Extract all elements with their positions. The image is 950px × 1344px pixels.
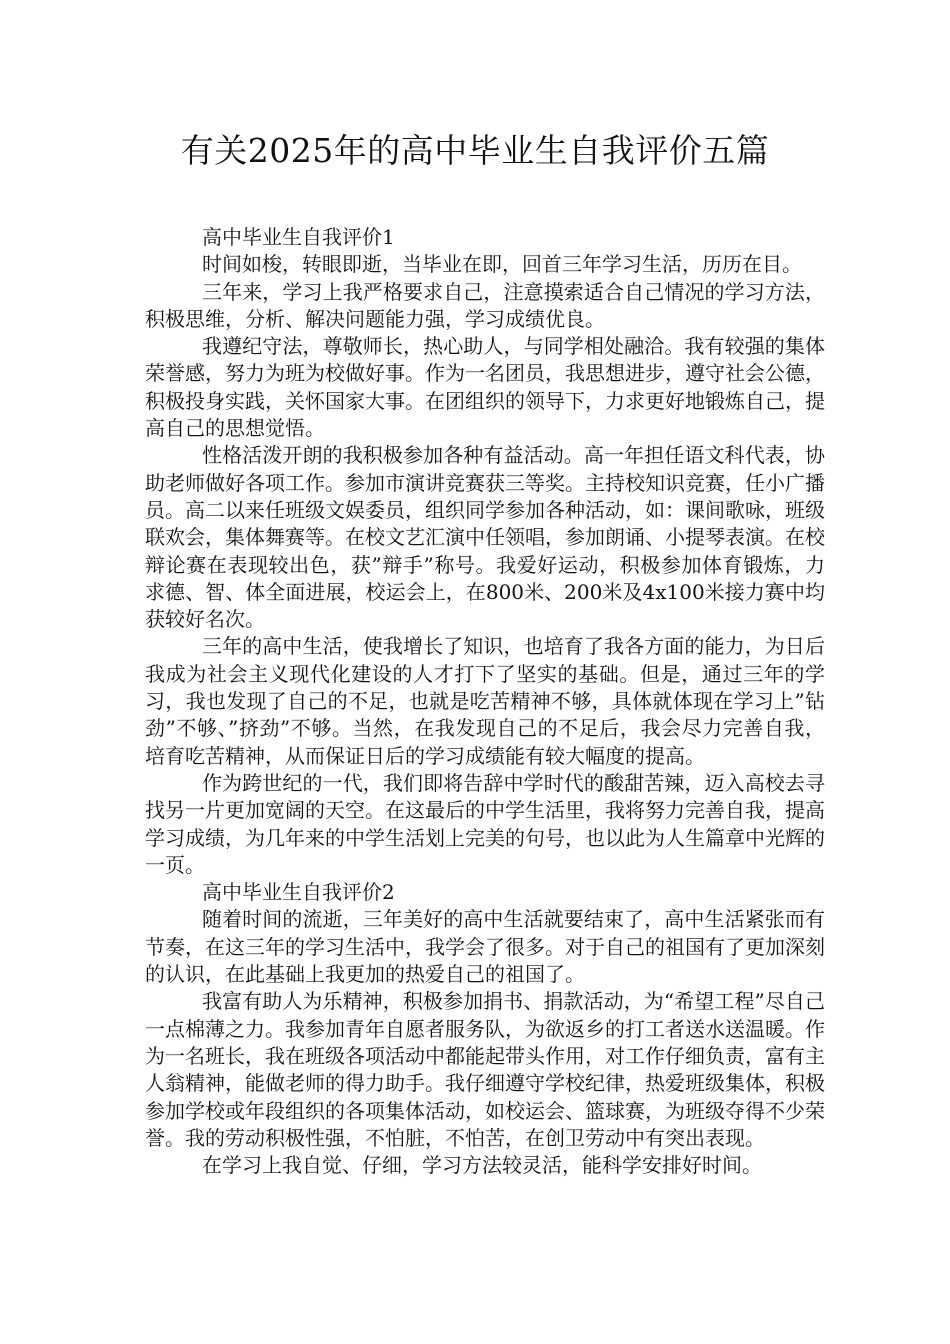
paragraph: 三年的高中生活，使我增长了知识，也培育了我各方面的能力，为日后我成为社会主义现代化建设的人才打下了坚实的基础。但是，通过三年的学习，我也发现了自己的不足，也就是吃苦精神不够，具体就体现在学习上”钻劲”不够、”挤劲”不够。当然，在我发现自己的不足后，我会尽力完善自我，培育吃苦精神，从而保证日后的学习成绩能有较大幅度的提高。 [145, 634, 825, 768]
section-heading: 高中毕业生自我评价2 [202, 880, 395, 905]
paragraph: 我遵纪守法，尊敬师长，热心助人，与同学相处融洽。我有较强的集体荣誉感，努力为班为校做好事。作为一名团员，我思想进步，遵守社会公德，积极投身实践，关怀国家大事。在团组织的领导下，力求更好地锻炼自己，提高自己的思想觉悟。 [145, 334, 825, 441]
paragraph: 我富有助人为乐精神，积极参加捐书、捐款活动，为“希望工程”尽自己一点棉薄之力。我参加青年自愿者服务队，为欲返乡的打工者送水送温暖。作为一名班长，我在班级各项活动中都能起带头作用，对工作仔细负责，富有主人翁精神，能做老师的得力助手。我仔细遵守学校纪律，热爱班级集体，积极参加学校或年段组织的各项集体活动，如校运会、篮球赛，为班级夺得不少荣誉。我的劳动积极性强，不怕脏，不怕苦，在创卫劳动中有突出表现。 [145, 989, 825, 1150]
paragraph: 三年来，学习上我严格要求自己，注意摸索适合自己情况的学习方法，积极思维，分析、解决问题能力强，学习成绩优良。 [145, 279, 825, 331]
document-body [145, 224, 825, 1179]
document-title: 有关2025年的高中毕业生自我评价五篇 [180, 131, 770, 170]
paragraph: 在学习上我自觉、仔细，学习方法较灵活，能科学安排好时间。 [202, 1153, 762, 1178]
paragraph: 性格活泼开朗的我积极参加各种有益活动。高一年担任语文科代表，协助老师做好各项工作。参加市演讲竞赛获三等奖。主持校知识竞赛，任小广播员。高二以来任班级文娱委员，组织同学参加各种活动，如：课间歌咏，班级联欢会，集体舞赛等。在校文艺汇演中任领唱，参加朗诵、小提琴表演。在校辩论赛在表现较出色，获”辩手”称号。我爱好运动，积极参加体育锻炼，力求德、智、体全面进展，校运会上，在800米、200米及4x100米接力赛中均获较好名次。 [145, 443, 825, 632]
paragraph: 作为跨世纪的一代，我们即将告辞中学时代的酸甜苦辣，迈入高校去寻找另一片更加宽阔的天空。在这最后的中学生活里，我将努力完善自我，提高学习成绩，为几年来的中学生活划上完美的句号，也以此为人生篇章中光辉的一页。 [145, 770, 825, 877]
section-heading: 高中毕业生自我评价1 [202, 225, 395, 249]
paragraph: 随着时间的流逝，三年美好的高中生活就要结束了，高中生活紧张而有节奏，在这三年的学习生活中，我学会了很多。对于自己的祖国有了更加深刻的认识，在此基础上我更加的热爱自己的祖国了。 [145, 907, 825, 987]
paragraph: 时间如梭，转眼即逝，当毕业在即，回首三年学习生活，历历在目。 [202, 252, 802, 277]
